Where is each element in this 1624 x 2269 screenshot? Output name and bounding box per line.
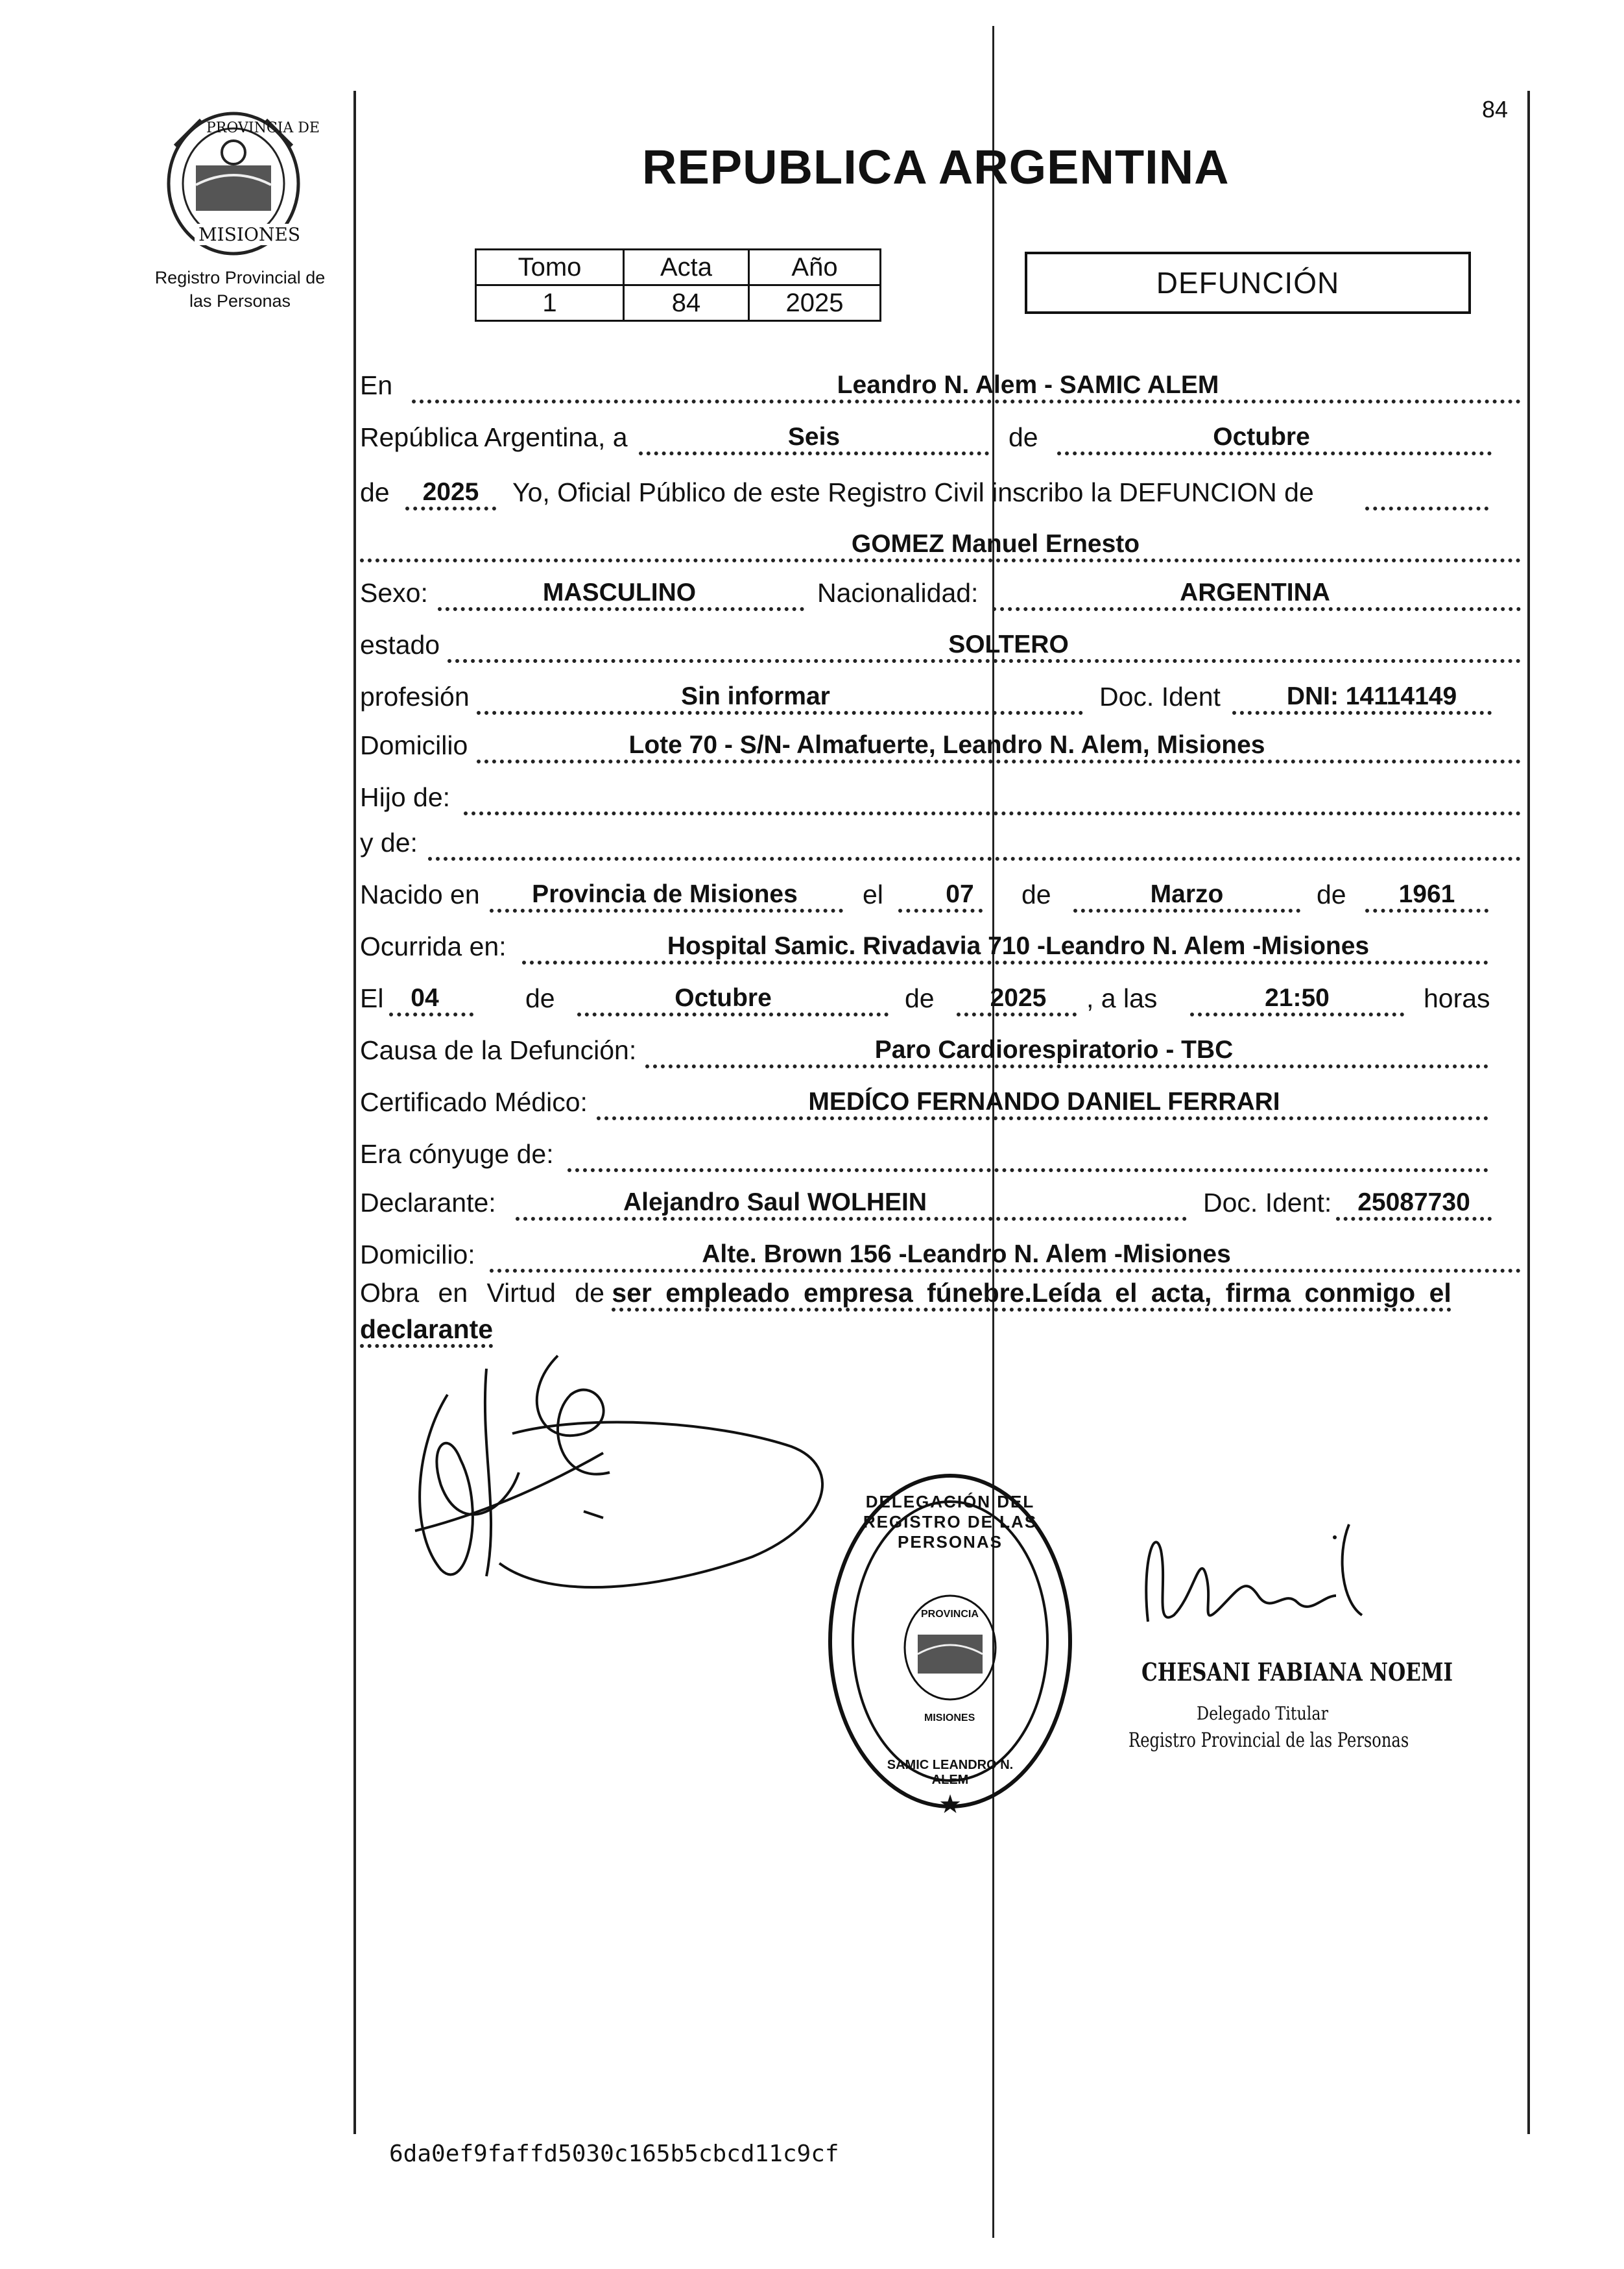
stamp-inner-seal-bottom: MISIONES — [924, 1712, 975, 1723]
value-death-day: 04 — [411, 984, 439, 1012]
record-table — [475, 248, 881, 322]
official-signature — [1128, 1498, 1401, 1667]
row-causa — [360, 1035, 1521, 1068]
label-hijo: Hijo de: — [360, 782, 451, 812]
label-de-death-year: de — [905, 983, 935, 1013]
label-doc-ident2: Doc. Ident: — [1203, 1188, 1332, 1218]
row-yde — [360, 827, 1521, 861]
value-domicilio: Lote 70 - S/N- Almafuerte, Leandro N. Alem, Misiones — [628, 731, 1265, 759]
label-de-birth-year: de — [1317, 880, 1346, 909]
label-nacionalidad: Nacionalidad: — [817, 578, 979, 608]
field-line — [428, 828, 1521, 861]
stamp-inner-text: SAMIC LEANDRO N. ALEM — [887, 1758, 1014, 1787]
label-estado: estado — [360, 630, 440, 660]
registry-caption-line2: las Personas — [189, 291, 291, 311]
value-declarante: Alejandro Saul WOLHEIN — [623, 1188, 927, 1216]
label-sexo: Sexo: — [360, 578, 428, 608]
value-nacido: Provincia de Misiones — [532, 880, 798, 908]
value-domicilio2: Alte. Brown 156 -Leandro N. Alem -Misiones — [702, 1240, 1231, 1268]
registry-caption — [139, 266, 340, 313]
registry-caption-line1: Registro Provincial de — [154, 268, 326, 287]
value-obra: ser empleado empresa fúnebre.Leída el acta, firma conmigo el declarante — [360, 1278, 1451, 1348]
record-type-box — [1025, 252, 1471, 314]
label-conyuge: Era cónyuge de: — [360, 1139, 554, 1169]
page-title: REPUBLICA ARGENTINA — [642, 140, 1230, 194]
label-ocurrida: Ocurrida en: — [360, 931, 507, 961]
record-type: DEFUNCIÓN — [1156, 266, 1340, 300]
row-year — [360, 477, 1521, 510]
seal-text-top: PROVINCIA DE — [206, 120, 320, 136]
official-office: Registro Provincial de las Personas — [1128, 1729, 1409, 1752]
row-domicilio2 — [360, 1239, 1521, 1273]
official-role: Delegado Titular — [1197, 1703, 1328, 1724]
row-conyuge — [360, 1138, 1521, 1172]
label-domicilio: Domicilio — [360, 730, 468, 760]
document-hash: 6da0ef9faffd5030c165b5cbcd11c9cf — [389, 2141, 839, 2167]
declarant-signature — [389, 1317, 856, 1628]
row-hijo — [360, 782, 1521, 815]
value-birth-month: Marzo — [1150, 880, 1224, 908]
right-margin-line — [1527, 91, 1530, 2134]
value-death-year: 2025 — [990, 984, 1047, 1012]
label-doc-ident: Doc. Ident — [1099, 682, 1221, 712]
value-death-time: 21:50 — [1265, 984, 1330, 1012]
page-number: 84 — [1482, 96, 1509, 123]
value-acta: 84 — [624, 285, 749, 321]
row-ocurrida — [360, 931, 1521, 965]
value-day: Seis — [787, 423, 841, 451]
value-name: GOMEZ Manuel Ernesto — [851, 530, 1140, 558]
row-certificado — [360, 1086, 1521, 1120]
table-row — [476, 285, 881, 321]
label-yde: y de: — [360, 828, 418, 858]
label-horas: horas — [1424, 983, 1490, 1013]
label-de: de — [1009, 422, 1038, 452]
label-el: el — [863, 880, 883, 909]
label-en: En — [360, 370, 393, 400]
label-de-death-month: de — [525, 983, 555, 1013]
row-nacido — [360, 879, 1521, 913]
header-tomo: Tomo — [476, 250, 624, 285]
value-profesion: Sin informar — [681, 682, 830, 710]
label-causa: Causa de la Defunción: — [360, 1035, 637, 1065]
row-republica — [360, 422, 1521, 455]
value-tomo: 1 — [476, 285, 624, 321]
row-en — [360, 370, 1521, 403]
value-nacionalidad: ARGENTINA — [1180, 579, 1330, 606]
header-acta: Acta — [624, 250, 749, 285]
value-doc-ident: DNI: 14114149 — [1286, 682, 1457, 710]
value-certificado: MEDÍCO FERNANDO DANIEL FERRARI — [808, 1088, 1280, 1116]
value-sexo: MASCULINO — [542, 579, 697, 606]
svg-text:★: ★ — [938, 1790, 962, 1819]
row-estado — [360, 629, 1521, 663]
row-profesion — [360, 681, 1521, 715]
seal-text-bottom: MISIONES — [195, 224, 304, 245]
label-El: El — [360, 983, 384, 1013]
label-de-birth-month: de — [1021, 880, 1051, 909]
text-yo: Yo, Oficial Público de este Registro Civil inscribo la DEFUNCION de — [512, 477, 1314, 507]
fold-line — [992, 26, 994, 2238]
row-declarante — [360, 1187, 1521, 1221]
label-nacido: Nacido en — [360, 880, 480, 909]
value-en: Leandro N. Alem - SAMIC ALEM — [837, 371, 1219, 399]
value-month: Octubre — [1213, 423, 1310, 451]
label-domicilio2: Domicilio: — [360, 1240, 475, 1269]
stamp-inner-seal-top: PROVINCIA — [921, 1609, 979, 1620]
left-margin-line — [353, 91, 356, 2134]
label-obra: Obra en Virtud de — [360, 1278, 604, 1308]
row-domicilio — [360, 730, 1521, 763]
label-declarante: Declarante: — [360, 1188, 496, 1218]
label-de-year: de — [360, 477, 390, 507]
row-name — [360, 529, 1521, 562]
label-alas: , a las — [1086, 983, 1158, 1013]
header-ano: Año — [749, 250, 881, 285]
value-birth-day: 07 — [946, 880, 974, 908]
table-row — [476, 250, 881, 285]
value-year: 2025 — [422, 478, 479, 506]
label-profesion: profesión — [360, 682, 470, 712]
value-doc-ident2: 25087730 — [1357, 1188, 1470, 1216]
row-sexo — [360, 577, 1521, 611]
value-estado: SOLTERO — [948, 630, 1069, 658]
row-death-date — [360, 983, 1521, 1016]
value-ocurrida: Hospital Samic. Rivadavia 710 -Leandro N. Alem -Misiones — [667, 932, 1370, 960]
value-ano: 2025 — [749, 285, 881, 321]
value-causa: Paro Cardiorespiratorio - TBC — [874, 1036, 1234, 1064]
value-birth-year: 1961 — [1398, 880, 1455, 908]
value-death-month: Octubre — [675, 984, 772, 1012]
label-republica: República Argentina, a — [360, 422, 628, 452]
field-line — [567, 1140, 1488, 1172]
official-name: CHESANI FABIANA NOEMI — [1141, 1657, 1453, 1687]
stamp-outer-text: DELEGACIÓN DEL REGISTRO DE LAS PERSONAS — [863, 1492, 1038, 1552]
label-certificado: Certificado Médico: — [360, 1087, 588, 1117]
field-line — [464, 783, 1521, 815]
field-line — [1365, 478, 1488, 510]
